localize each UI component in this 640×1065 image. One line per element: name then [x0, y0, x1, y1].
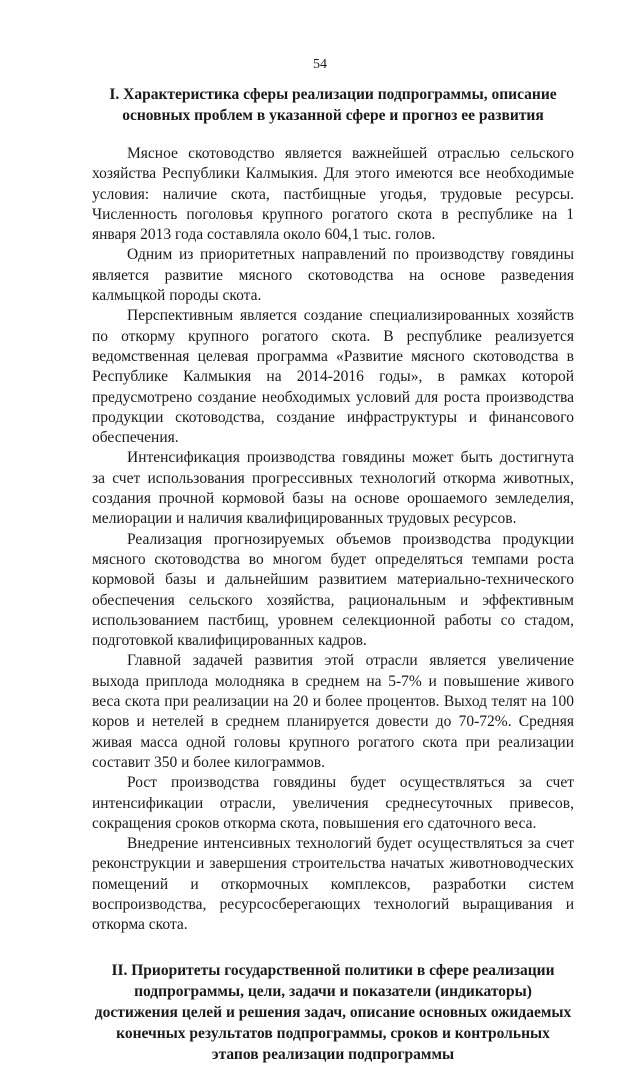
paragraph-1: Мясное скотоводство является важнейшей отраслью сельского хозяйства Республики Калмыкия. Для этого имеются все необходимые условия: наличие скота, пастбищные угодья, трудовые ресурсы. Численность поголовья крупного рогатого скота в республике на 1 января 2013 года составляла около 604,1 тыс. голов.: [92, 145, 574, 244]
paragraph-6: Главной задачей развития этой отрасли является увеличение выхода приплода молодняка в среднем на 5-7% и повышение живого веса скота при реализации на 20 и более процентов. Выход телят на 100 коров и нетелей в среднем планируется довести до 70-72%. Средняя живая масса одной головы крупного рогатого скота при реализации составит 350 и более килограммов.: [92, 652, 574, 771]
page-content: [92, 84, 574, 1065]
paragraph-8: Внедрение интенсивных технологий будет осуществляться за счет реконструкции и завершения строительства начатых животноводческих помещений и откормочных комплексов, разработки систем воспроизводства, ресурсосберегающих технологий выращивания и откорма скота.: [92, 835, 574, 934]
section-heading-1: I. Характеристика сферы реализации подпрограммы, описание основных проблем в указанной сфере и прогноз ее развития: [109, 86, 557, 124]
section-heading-2: II. Приоритеты государственной политики в сфере реализации подпрограммы, цели, задачи и показатели (индикаторы) достижения целей и решения задач, описание основных ожидаемых конечных результатов подпрограммы, сроков и контрольных этапов реализации подпрограммы: [94, 961, 572, 1063]
paragraph-5: Реализация прогнозируемых объемов производства продукции мясного скотоводства во многом будет определяться темпами роста кормовой базы и дальнейшим развитием материально-технического обеспечения сельского хозяйства, рациональным и эффективным использованием пастбищ, уровнем селекционной работы со стадом, подготовкой квалифицированных кадров.: [92, 530, 574, 650]
page-number: 54: [313, 57, 327, 72]
paragraph-3: Перспективным является создание специализированных хозяйств по откорму крупного рогатого скота. В республике реализуется ведомственная целевая программа «Развитие мясного скотоводства в Республике Калмыкия на 2014-2016 годы», в рамках которой предусмотрено создание необходимых условий для роста производства продукции скотоводства, создание инфраструктуры и финансового обеспечения.: [92, 307, 574, 447]
paragraph-7: Рост производства говядины будет осуществляться за счет интенсификации отрасли, увеличения среднесуточных привесов, сокращения сроков откорма скота, повышения его сдаточного веса.: [92, 774, 574, 832]
paragraph-4: Интенсификация производства говядины может быть достигнута за счет использования прогрессивных технологий откорма животных, создания прочной кормовой базы на основе орошаемого земледелия, мелиорации и наличия квалифицированных трудовых ресурсов.: [92, 449, 574, 528]
paragraph-2: Одним из приоритетных направлений по производству говядины является развитие мясного скотоводства на основе разведения калмыцкой породы скота.: [92, 246, 574, 305]
